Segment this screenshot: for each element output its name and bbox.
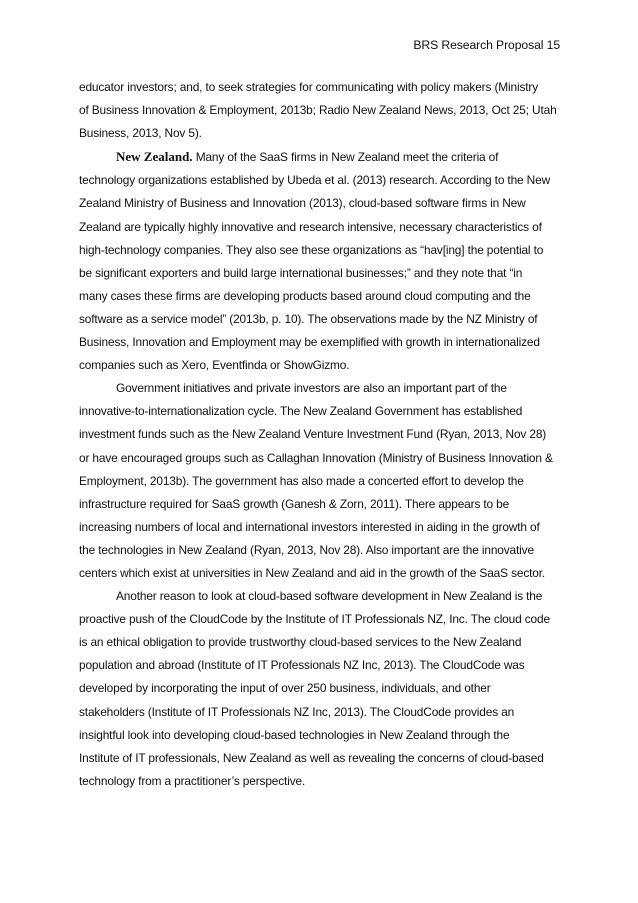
text-line: developed by incorporating the input of over 250 business, individuals, and other xyxy=(79,681,491,696)
text-line xyxy=(79,145,561,169)
paragraph xyxy=(79,585,561,793)
text-line: technology organizations established by Ubeda et al. (2013) research. According to the New xyxy=(79,173,551,188)
text-line: the technologies in New Zealand (Ryan, 2013, Nov 28). Also important are the innovative xyxy=(79,542,534,557)
text-run: Many of the SaaS firms in New Zealand meet the criteria of xyxy=(192,150,499,165)
text-line: of Business Innovation & Employment, 2013b; Radio New Zealand News, 2013, Oct 25; Utah xyxy=(79,103,557,118)
text-line: Business, Innovation and Employment may be exemplified with growth in internationalized xyxy=(79,335,540,350)
section-heading: New Zealand. xyxy=(116,149,193,165)
body-text xyxy=(79,76,561,793)
text-line: companies such as Xero, Eventfinda or ShowGizmo. xyxy=(79,358,350,373)
text-line: infrastructure required for SaaS growth (Ganesh & Zorn, 2011). There appears to be xyxy=(79,496,510,511)
text-line: centers which exist at universities in New Zealand and aid in the growth of the SaaS sector. xyxy=(79,565,546,580)
text-line: educator investors; and, to seek strategies for communicating with policy makers (Ministry xyxy=(79,80,539,94)
text-line: increasing numbers of local and international investors interested in aiding in the growth of xyxy=(79,519,540,534)
text-line: Government initiatives and private investors are also an important part of the xyxy=(116,381,507,396)
running-head: BRS Research Proposal 15 xyxy=(413,38,560,52)
text-line: or have encouraged groups such as Callaghan Innovation (Ministry of Business Innovation & xyxy=(79,450,553,465)
text-line: is an ethical obligation to provide trustworthy cloud-based services to the New Zealand xyxy=(79,635,522,650)
text-line: Business, 2013, Nov 5). xyxy=(79,126,202,141)
text-line: software as a service model” (2013b, p. 10). The observations made by the NZ Ministry of xyxy=(79,311,538,326)
text-line: be significant exporters and build large international businesses;” and they note that “in xyxy=(79,265,523,280)
text-line: technology from a practitioner’s perspective. xyxy=(79,773,306,788)
text-line: stakeholders (Institute of IT Professionals NZ Inc, 2013). The CloudCode provides an xyxy=(79,704,515,719)
text-line: Employment, 2013b). The government has also made a concerted effort to develop the xyxy=(79,473,524,488)
text-line: many cases these firms are developing products based around cloud computing and the xyxy=(79,288,531,303)
text-line: high-technology companies. They also see these organizations as “hav[ing] the potential to xyxy=(79,242,544,257)
paragraph xyxy=(79,145,561,377)
text-line: proactive push of the CloudCode by the Institute of IT Professionals NZ, Inc. The cloud code xyxy=(79,612,550,627)
paragraph xyxy=(79,377,561,585)
text-line: insightful look into developing cloud-based technologies in New Zealand through the xyxy=(79,727,510,742)
text-line: Zealand Ministry of Business and Innovation (2013), cloud-based software firms in New xyxy=(79,196,526,211)
text-line: Another reason to look at cloud-based software development in New Zealand is the xyxy=(116,589,543,604)
text-line: population and abroad (Institute of IT Professionals NZ Inc, 2013). The CloudCode was xyxy=(79,658,525,673)
text-line: innovative-to-internationalization cycle. The New Zealand Government has established xyxy=(79,404,523,419)
paragraph xyxy=(79,76,561,145)
text-line: Zealand are typically highly innovative and research intensive, necessary characteristics of xyxy=(79,219,542,234)
text-line: Institute of IT professionals, New Zealand as well as revealing the concerns of cloud-based xyxy=(79,750,544,765)
text-line: investment funds such as the New Zealand Venture Investment Fund (Ryan, 2013, Nov 28) xyxy=(79,427,547,442)
